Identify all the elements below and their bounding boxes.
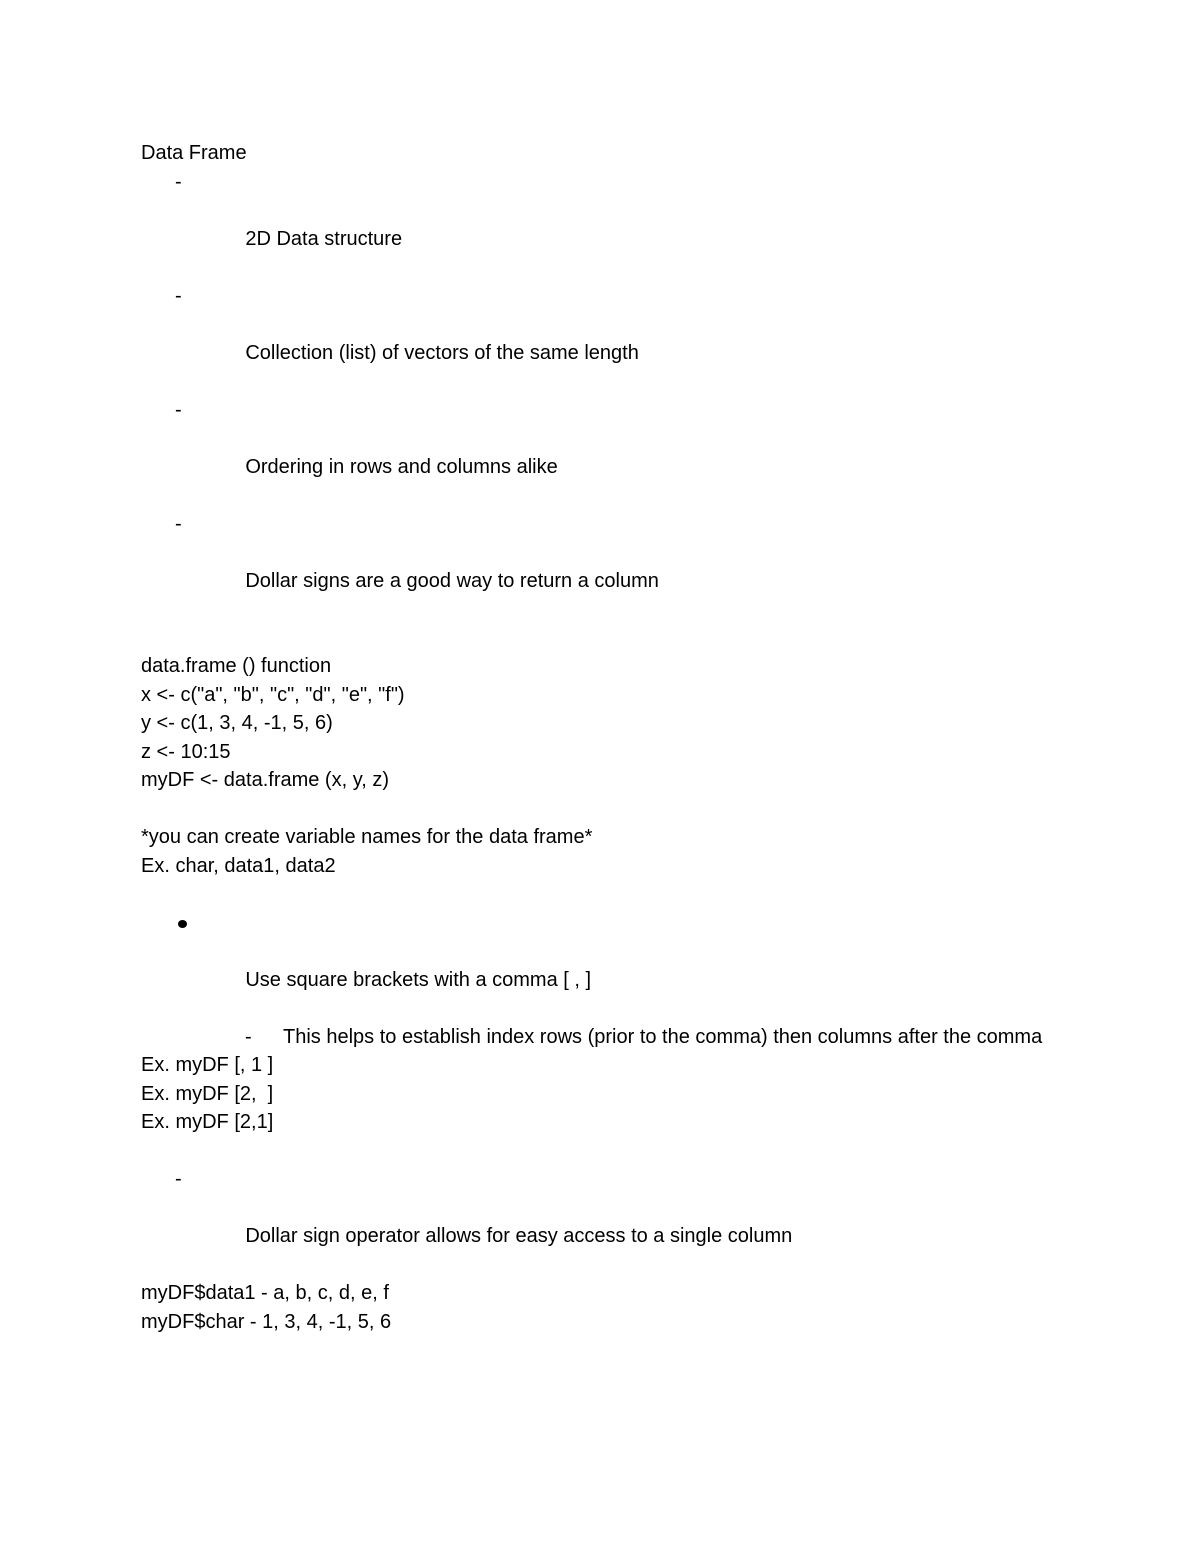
spacer	[141, 1137, 1061, 1166]
list-item-text: Use square brackets with a comma [ , ]	[245, 968, 592, 991]
example-text: Ex. myDF [2, ]	[141, 1082, 274, 1105]
example-text: myDF$data1 - a, b, c, d, e, f	[141, 1282, 389, 1304]
dash-marker: -	[175, 284, 182, 307]
dash-marker: -	[245, 1025, 252, 1048]
list-item-text: Ordering in rows and columns alike	[245, 455, 558, 478]
example-text: Ex. myDF [, 1 ]	[141, 1054, 274, 1076]
code-line: myDF <- data.frame (x, y, z)	[141, 769, 389, 791]
list-item	[141, 396, 1061, 510]
list-item	[141, 168, 1061, 282]
list-item-text: 2D Data structure	[245, 227, 403, 250]
note-text: *you can create variable names for the data frame*	[141, 826, 593, 848]
list-item	[141, 282, 1061, 396]
list-item-text: Dollar signs are a good way to return a column	[245, 569, 659, 592]
dash-marker: -	[175, 170, 182, 193]
spacer	[141, 624, 1061, 653]
sub-list-item	[141, 1023, 1043, 1052]
bullet-dot-icon	[178, 920, 187, 928]
list-item-text: Dollar sign operator allows for easy access to a single column	[245, 1225, 793, 1247]
list-item	[141, 909, 1061, 1023]
dash-marker: -	[175, 398, 182, 421]
example-text: myDF$char - 1, 3, 4, -1, 5, 6	[141, 1310, 392, 1333]
list-item	[141, 510, 1061, 624]
spacer	[141, 880, 1061, 909]
dash-marker: -	[175, 512, 182, 535]
section-heading: Data Frame	[141, 142, 247, 164]
list-item-text: Collection (list) of vectors of the same length	[245, 341, 639, 364]
spacer	[141, 795, 1061, 824]
document-body	[141, 139, 1061, 1336]
sub-list-item-text: This helps to establish index rows (prior to the comma) then columns after the comma	[283, 1025, 1043, 1048]
code-line: y <- c(1, 3, 4, -1, 5, 6)	[141, 712, 333, 734]
list-item	[141, 1165, 1061, 1279]
code-line: z <- 10:15	[141, 740, 231, 763]
dash-marker: -	[175, 1168, 182, 1190]
example-text: Ex. char, data1, data2	[141, 854, 336, 877]
example-text: Ex. myDF [2,1]	[141, 1111, 274, 1133]
code-line: data.frame () function	[141, 655, 332, 677]
code-line: x <- c("a", "b", "c", "d", "e", "f")	[141, 683, 405, 706]
